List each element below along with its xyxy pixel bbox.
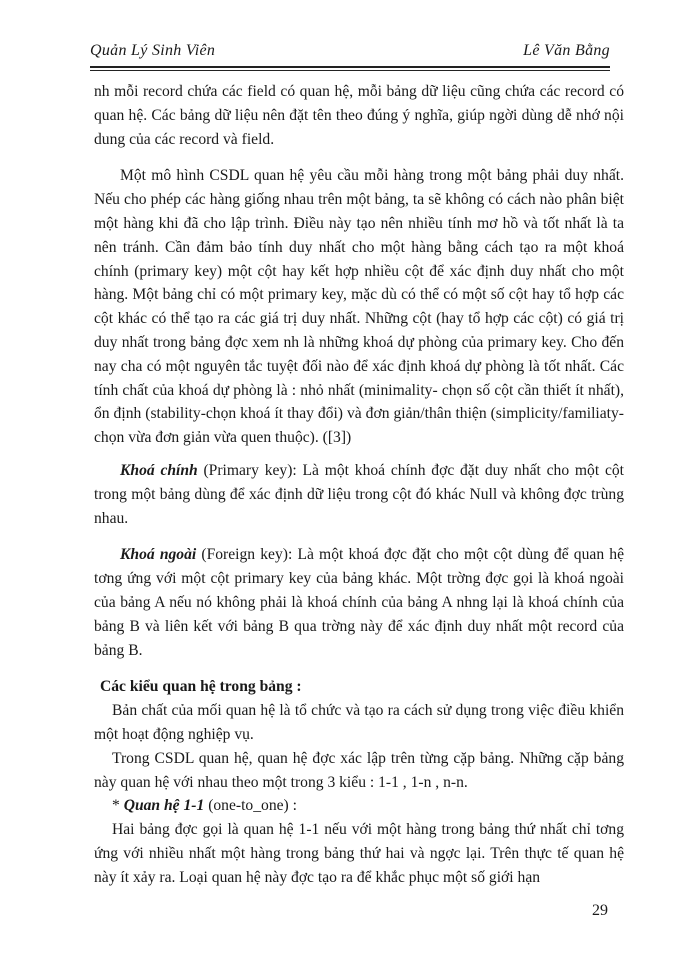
paragraph-one-to-one: Hai bảng đợc gọi là quan hệ 1-1 nếu với một hàng trong bảng thứ nhất chỉ tơng ứng với nhiều nhất một hàng trong bảng thứ hai và ngợc lại. Trên thực tế quan hệ này ít xảy ra. Loại quan hệ này đợc tạo ra để khắc phục một số giới hạn: [94, 821, 624, 886]
subheading-bullet: *: [112, 797, 124, 815]
term-primary-key: Khoá chính: [120, 461, 198, 479]
paragraph-continuation: nh mỗi record chứa các field có quan hệ, mỗi bảng dữ liệu cũng chứa các record có quan hệ. Các bảng dữ liệu nên đặt tên theo đúng ý nghĩa, giúp ngời dùng dễ nhớ nội dung của các record và field.: [94, 83, 624, 148]
header-author: Lê Văn Bằng: [523, 42, 610, 59]
subheading-term: Quan hệ 1-1: [123, 797, 205, 815]
paragraph-primary-key: [94, 459, 624, 530]
subheading-rest: (one-to_one) :: [204, 797, 297, 815]
paragraph-foreign-key: [94, 543, 624, 662]
header-rule-thin: [90, 70, 610, 71]
term-foreign-key: Khoá ngoài: [120, 546, 197, 564]
header-title: Quản Lý Sinh Viên: [90, 42, 216, 59]
paragraph-relationship-types: Trong CSDL quan hệ, quan hệ đợc xác lập trên từng cặp bảng. Những cặp bảng này quan hệ với nhau theo một trong 3 kiểu : 1-1 , 1-n , n-n.: [94, 749, 624, 791]
foreign-key-definition: (Foreign key): Là một khoá đợc đặt cho một cột dùng để quan hệ tơng ứng với một cột primary key của bảng khác. Một trờng đợc gọi là khoá ngoài của bảng A nếu nó không phải là khoá chính của bảng A nhng lại là khoá chính của bảng B và liên kết với bảng B qua trờng này để xác định duy nhất một record của bảng B.: [94, 546, 624, 659]
subheading-one-to-one: [94, 794, 624, 818]
page-number: 29: [592, 902, 608, 919]
paragraph-primary-key-intro: Một mô hình CSDL quan hệ yêu cầu mỗi hàng trong một bảng phải duy nhất. Nếu cho phép các hàng giống nhau trên một bảng, ta sẽ không có cách nào phân biệt một hàng khi đã cho lập trình. Điều này tạo nên nhiều tính mơ hồ và tốt nhất là ta nên tránh. Cần đảm bảo tính duy nhất cho một hàng bằng cách tạo ra một khoá chính (primary key) một cột hay kết hợp nhiều cột để xác định duy nhất cho một hàng. Một bảng chỉ có một primary key, mặc dù có thể có một số cột hay tổ hợp các cột khác có thể tạo ra các giá trị duy nhất. Những cột (hay tổ hợp các cột) có giá trị duy nhất trong bảng đợc xem nh là những khoá dự phòng của primary key. Cho đến nay cha có một nguyên tắc tuyệt đối nào để xác định khoá dự phòng là tốt nhất. Các tính chất của khoá dự phòng là : nhỏ nhất (minimality- chọn số cột cần thiết ít nhất), ổn định (stability-chọn khoá ít thay đổi) và đơn giản/thân thiện (simplicity/familiaty- chọn vừa đơn giản vừa quen thuộc). ([3]): [94, 167, 624, 447]
paragraph-relationship-nature: Bản chất của mối quan hệ là tổ chức và tạo ra cách sử dụng trong việc điều khiển một hoạt động nghiệp vụ.: [94, 702, 624, 743]
header-rule-thick: [90, 66, 610, 68]
section-title: Các kiểu quan hệ trong bảng :: [100, 678, 302, 696]
primary-key-definition: (Primary key): Là một khoá chính đợc đặt duy nhất cho một cột trong một bảng dùng để xác định dữ liệu trong cột đó khác Null và không đợc trùng nhau.: [94, 461, 624, 527]
running-header: [90, 42, 610, 64]
page-body: [94, 80, 624, 890]
